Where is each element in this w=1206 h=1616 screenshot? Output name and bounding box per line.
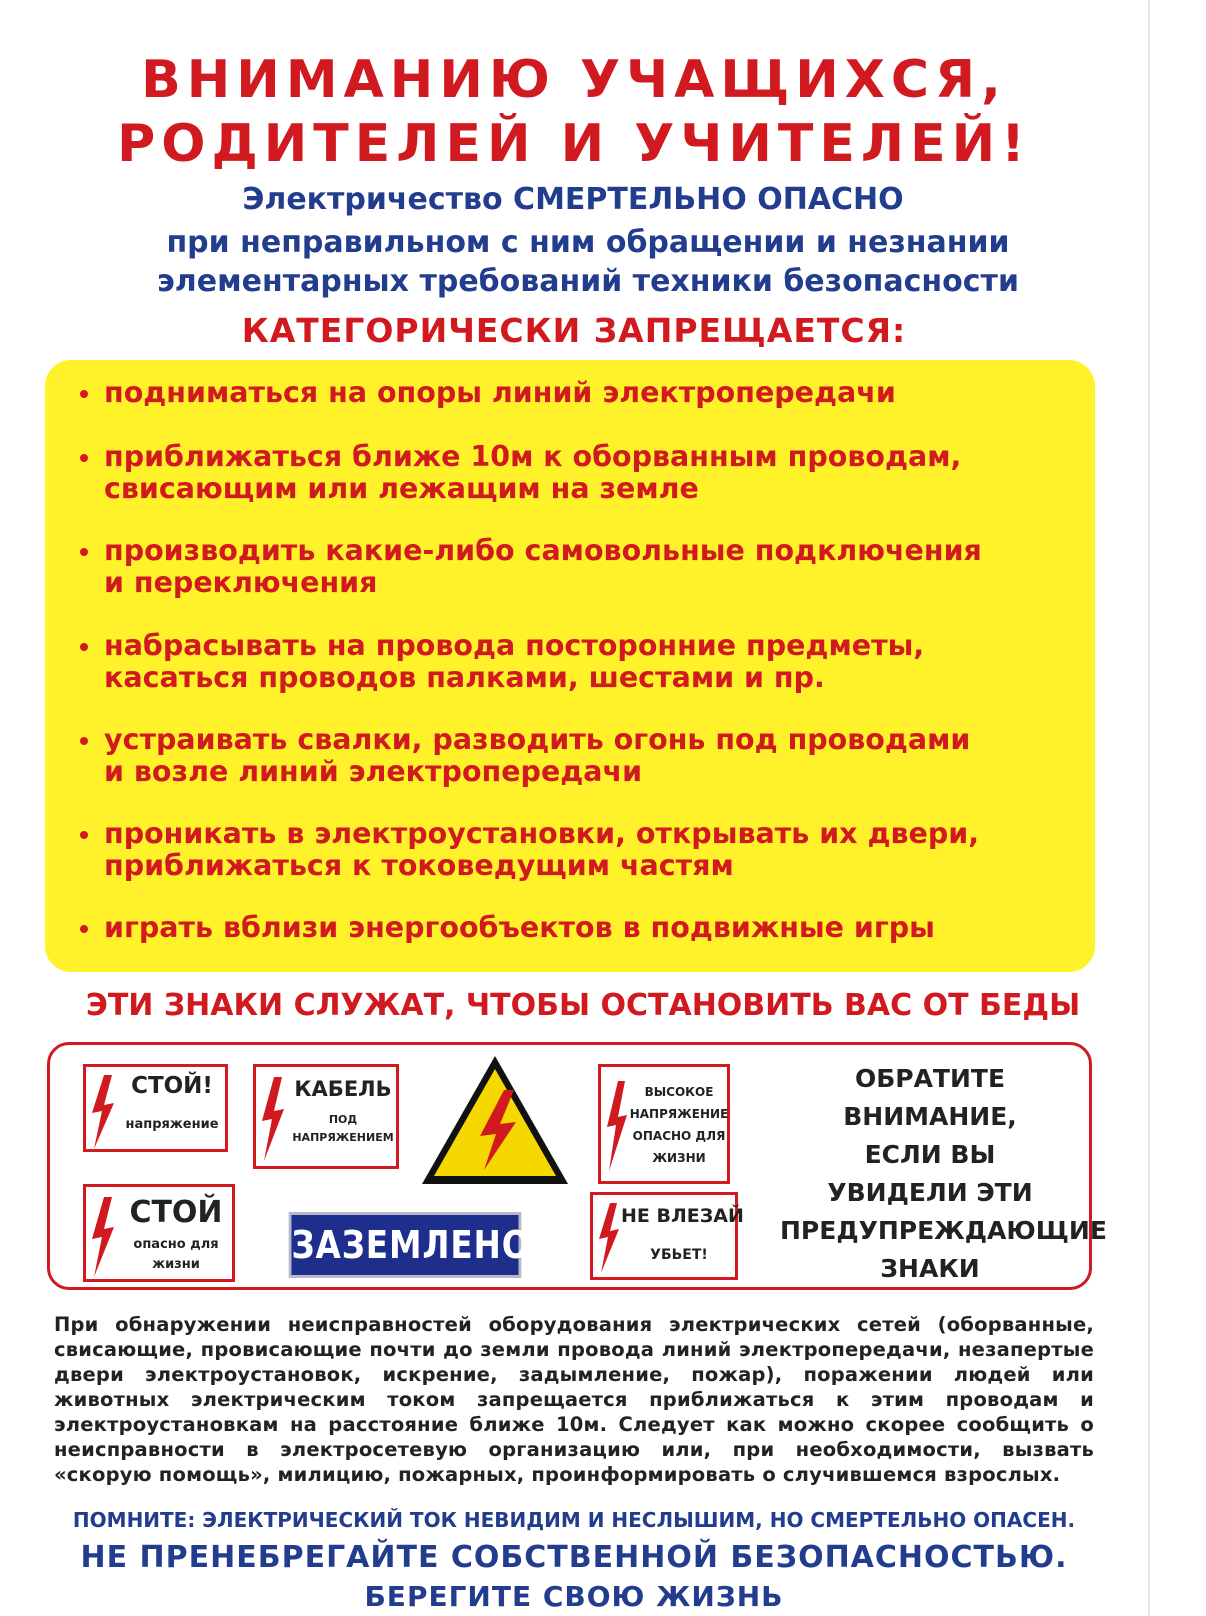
forbidden-item-text: свисающим или лежащим на земле [104,472,699,505]
forbidden-item-text: набрасывать на провода посторонние предметы, [104,629,925,662]
notice-line: «скорую помощь», милицию, пожарных, проинформировать о случившемся взрослых. [54,1463,1061,1486]
notice-line: животных электрическим током запрещается приближаться к этим проводам и [54,1388,1094,1411]
sign-big-text: СТОЙ! [131,1073,213,1099]
forbidden-item-text: приближаться ближе 10м к оборванным проводам, [104,440,962,473]
lightning-bolt-icon [90,1075,116,1149]
sign-text: ВЫСОКОЕ [644,1085,714,1099]
notice-line: неисправности в электросетевую организацию или, при необходимости, вызвать [54,1438,1094,1461]
forbidden-item-text: и переключения [104,566,378,599]
notice-line: двери электроустановок, искрение, задымление, пожар), поражении людей или [54,1363,1094,1386]
sign-cable-voltage [253,1064,399,1169]
sign-small-text: жизни [152,1257,200,1272]
forbidden-item-text: подниматься на опоры линий электропередачи [104,376,896,409]
forbidden-item-text: устраивать свалки, разводить огонь под проводами [104,723,971,756]
remember-line: ПОМНИТЕ: ЭЛЕКТРИЧЕСКИЙ ТОК НЕВИДИМ И НЕСЛЫШИМ, НО СМЕРТЕЛЬНО ОПАСЕН. [72,1508,1076,1532]
bullet-icon [80,643,88,651]
bullet-icon [80,390,88,398]
signs-title: ЭТИ ЗНАКИ СЛУЖАТ, ЧТОБЫ ОСТАНОВИТЬ ВАС ОТ БЕДЫ [85,988,1081,1023]
intro-line-2: при неправильном с ним обращении и незнании [166,225,1010,260]
forbidden-item-text: касаться проводов палками, шестами и пр. [104,661,825,694]
sign-small-text: опасно для [133,1237,219,1252]
sign-stop-danger [83,1184,235,1282]
intro-line-3: элементарных требований техники безопасности [157,264,1019,299]
bullet-icon [80,737,88,745]
notice-line: электроустановкам на расстояние ближе 10м. Следует как можно скорее сообщить о [54,1413,1094,1436]
header-line-1: ВНИМАНИЮ УЧАЩИХСЯ, [141,50,1007,110]
sign-small-text: ПОД [328,1113,358,1126]
attention-text-line: ПРЕДУПРЕЖДАЮЩИЕ [780,1216,1107,1245]
attention-text-line: ВНИМАНИЕ, [843,1102,1017,1131]
forbidden-item-text: играть вблизи энергообъектов в подвижные игры [104,911,935,944]
sign-text: ОПАСНО ДЛЯ [632,1129,726,1143]
intro-line-1: Электричество СМЕРТЕЛЬНО ОПАСНО [242,182,904,217]
attention-text-line: ЗНАКИ [880,1254,980,1283]
sign-high-voltage [598,1064,730,1184]
lightning-bolt-icon [90,1197,116,1277]
notice-paragraph [54,1312,1094,1487]
lightning-bolt-icon [260,1077,286,1161]
bullet-icon [80,548,88,556]
forbidden-item-text: приближаться к токоведущим частям [104,849,734,882]
forbidden-title: КАТЕГОРИЧЕСКИ ЗАПРЕЩАЕТСЯ: [241,311,907,350]
forbidden-item-text: и возле линий электропередачи [104,755,643,788]
lightning-bolt-icon [597,1203,621,1273]
sign-small-text: НАПРЯЖЕНИЕМ [292,1131,394,1144]
sign-do-not-climb [590,1192,744,1280]
bullet-icon [80,925,88,933]
attention-text-line: ЕСЛИ ВЫ [864,1140,996,1169]
notice-line: При обнаружении неисправностей оборудования электрических сетей (оборванные, [54,1313,1094,1336]
sign-big-text: СТОЙ [129,1195,223,1230]
sign-stop-voltage [83,1064,228,1152]
save-life-line: БЕРЕГИТЕ СВОЮ ЖИЗНЬ [364,1580,784,1613]
neglect-line: НЕ ПРЕНЕБРЕГАЙТЕ СОБСТВЕННОЙ БЕЗОПАСНОСТЬЮ. [80,1540,1068,1575]
attention-text-line: ОБРАТИТЕ [854,1064,1006,1093]
sign-small-text: напряжение [125,1117,219,1132]
sign-big-text: НЕ ВЛЕЗАЙ [621,1205,744,1227]
sign-text: ЖИЗНИ [652,1151,706,1165]
bullet-icon [80,831,88,839]
forbidden-item-text: проникать в электроустановки, открывать их двери, [104,817,980,850]
sign-grounded: ЗАЗЕМЛЕНО [289,1212,521,1278]
forbidden-item-text: производить какие-либо самовольные подключения [104,534,982,567]
attention-text-line: УВИДЕЛИ ЭТИ [827,1178,1033,1207]
sign-big-text: КАБЕЛЬ [294,1077,392,1101]
sign-small-text: УБЬЕТ! [650,1247,708,1263]
lightning-bolt-icon [605,1081,629,1171]
notice-line: свисающие, провисающие почти до земли провода линий электропередачи, незапертые [54,1338,1094,1361]
header-line-2: РОДИТЕЛЕЙ И УЧИТЕЛЕЙ! [117,114,1031,174]
bullet-icon [80,454,88,462]
sign-text: НАПРЯЖЕНИЕ [629,1107,729,1121]
high-voltage-triangle-icon [418,1052,572,1188]
